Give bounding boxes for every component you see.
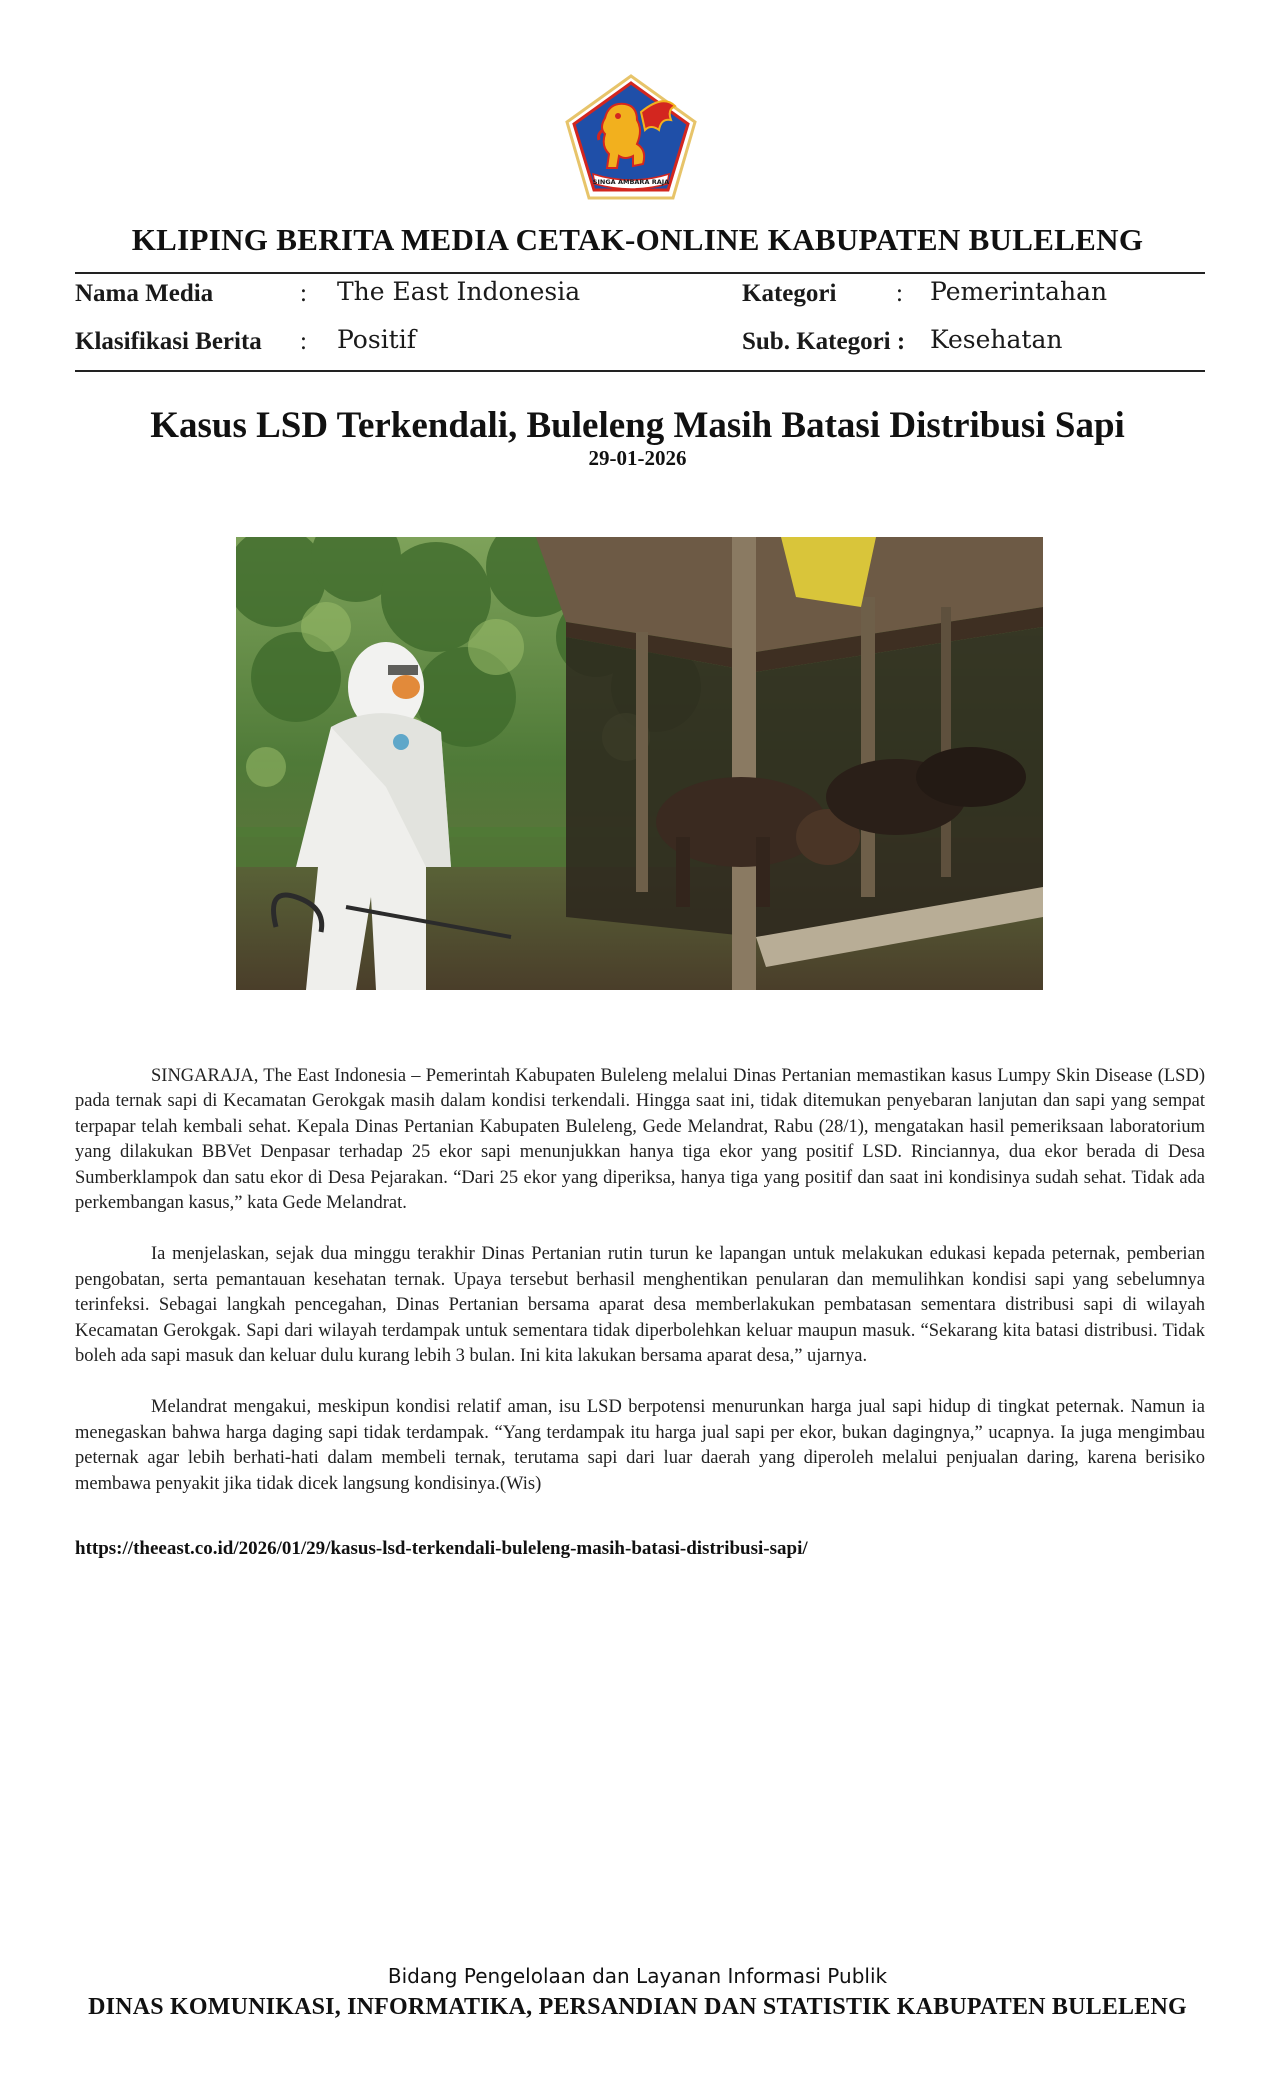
buleleng-regency-logo (563, 74, 699, 202)
article-paragraph: Melandrat mengakui, meskipun kondisi relatif aman, isu LSD berpotensi menurunkan harga jual sapi hidup di tingkat peternak. Namun ia menegaskan bahwa harga daging sapi tidak terdampak. “Yang terdampak itu harga jual sapi per ekor, bukan dagingnya,” ucapnya. Ia juga mengimbau peternak agar lebih berhati-hati dalam membeli ternak, terutama sapi dari luar daerah yang diperoleh melalui penjualan daring, karena berisiko membawa penyakit jika tidak dicek langsung kondisinya.(Wis) (75, 1397, 1205, 1494)
clipping-header-title: KLIPING BERITA MEDIA CETAK-ONLINE KABUPATEN BULELENG (131, 222, 1144, 257)
nama-media-colon: : (300, 280, 307, 307)
nama-media-value: The East Indonesia (337, 277, 581, 306)
article-date: 29-01-2026 (588, 446, 687, 470)
article-title: Kasus LSD Terkendali, Buleleng Masih Batasi Distribusi Sapi (150, 405, 1125, 446)
footer-department: Bidang Pengelolaan dan Layanan Informasi Publik (387, 1964, 888, 1988)
article-body (75, 1064, 1205, 1523)
article-photo (236, 537, 1043, 990)
footer-agency: DINAS KOMUNIKASI, INFORMATIKA, PERSANDIAN DAN STATISTIK KABUPATEN BULELENG (88, 1994, 1187, 2020)
article-paragraph: SINGARAJA, The East Indonesia – Pemerintah Kabupaten Buleleng melalui Dinas Pertanian memastikan kasus Lumpy Skin Disease (LSD) pada ternak sapi di Kecamatan Gerokgak masih dalam kondisi terkendali. Hingga saat ini, tidak ditemukan penyebaran lanjutan dan sapi yang sempat terpapar telah kembali sehat. Kepala Dinas Pertanian Kabupaten Buleleng, Gede Melandrat, Rabu (28/1), mengatakan hasil pemeriksaan laboratorium yang dilakukan BBVet Denpasar terhadap 25 ekor sapi menunjukkan hanya tiga ekor yang positif LSD. Rinciannya, dua ekor berada di Desa Sumberklampok dan satu ekor di Desa Pejarakan. “Dari 25 ekor yang diperiksa, hanya tiga yang positif dan saat ini kondisinya sudah sehat. Tidak ada perkembangan kasus,” kata Gede Melandrat. (75, 1066, 1205, 1214)
logo-motto-text: SINGA AMBARA RAJA (592, 178, 670, 186)
kategori-value: Pemerintahan (930, 277, 1108, 306)
klasifikasi-colon: : (300, 328, 307, 355)
sub-kategori-value: Kesehatan (930, 325, 1063, 354)
header-top-divider (75, 272, 1205, 274)
header-bottom-divider (75, 370, 1205, 372)
article-source-link[interactable]: https://theeast.co.id/2026/01/29/kasus-lsd-terkendali-buleleng-masih-batasi-distribusi-sapi/ (75, 1538, 808, 1559)
kategori-colon: : (896, 280, 903, 307)
klasifikasi-berita-label: Klasifikasi Berita (75, 328, 262, 355)
sub-kategori-label: Sub. Kategori : (742, 328, 906, 355)
klasifikasi-berita-value: Positif (337, 325, 416, 354)
nama-media-label: Nama Media (75, 280, 214, 307)
article-paragraph: Ia menjelaskan, sejak dua minggu terakhir Dinas Pertanian rutin turun ke lapangan untuk melakukan edukasi kepada peternak, pemberian pengobatan, serta pemantauan kesehatan ternak. Upaya tersebut berhasil menghentikan penularan dan memulihkan kondisi sapi yang sebelumnya terinfeksi. Sebagai langkah pencegahan, Dinas Pertanian bersama aparat desa memberlakukan pembatasan sementara distribusi sapi di wilayah Kecamatan Gerokgak. Sapi dari wilayah terdampak untuk sementara tidak diperbolehkan keluar maupun masuk. “Sekarang kita batasi distribusi. Tidak boleh ada sapi masuk dan keluar dulu kurang lebih 3 bulan. Ini kita lakukan bersama aparat desa,” ujarnya. (75, 1244, 1205, 1367)
kategori-label: Kategori (742, 280, 837, 307)
